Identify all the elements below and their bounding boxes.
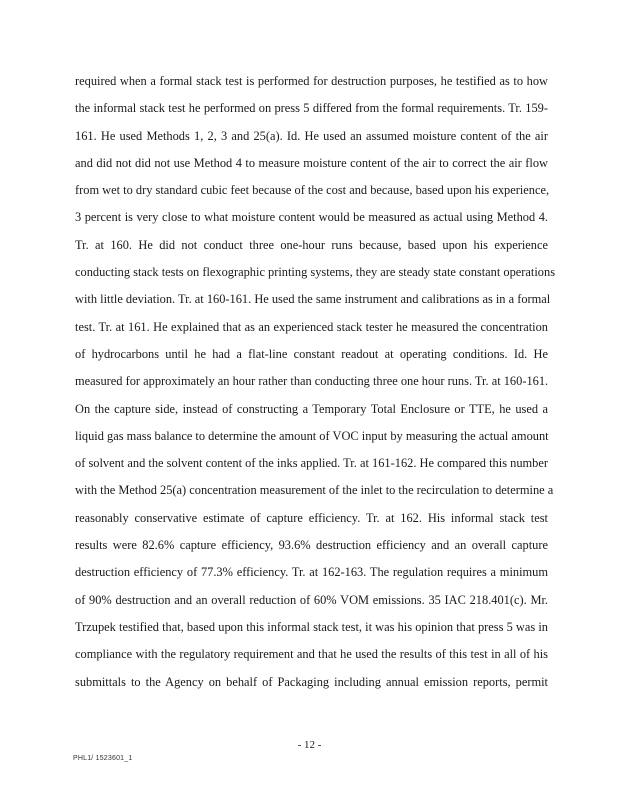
text-line: Tr. at 160. He did not conduct three one-hour runs because, based upon his experience [75, 237, 548, 252]
text-line: On the capture side, instead of constructing a Temporary Total Enclosure or TTE, he used a [75, 401, 548, 416]
text-line: and did not did not use Method 4 to measure moisture content of the air to correct the air flow [75, 155, 548, 170]
text-line: with little deviation. Tr. at 160-161. He used the same instrument and calibrations as in a formal [75, 292, 551, 307]
text-line: from wet to dry standard cubic feet because of the cost and because, based upon his experience, [75, 183, 550, 198]
text-line: of hydrocarbons until he had a flat-line constant readout at operating conditions. Id. He [75, 346, 548, 361]
text-line: with the Method 25(a) concentration measurement of the inlet to the recirculation to determine a [75, 483, 554, 498]
text-line: reasonably conservative estimate of capture efficiency. Tr. at 162. His informal stack test [75, 510, 548, 525]
document-id: PHL1/ 1523601_1 [73, 755, 133, 762]
text-line: the informal stack test he performed on press 5 differed from the formal requirements. Tr. 159- [75, 101, 548, 116]
text-line: of solvent and the solvent content of the inks applied. Tr. at 161-162. He compared this number [75, 456, 548, 471]
text-line: Trzupek testified that, based upon this informal stack test, it was his opinion that press 5 was in [75, 619, 548, 634]
text-line: measured for approximately an hour rather than conducting three one hour runs. Tr. at 160-161. [75, 374, 549, 389]
text-line: required when a formal stack test is performed for destruction purposes, he testified as to how [75, 74, 548, 88]
text-line: 3 percent is very close to what moisture content would be measured as actual using Method 4. [75, 210, 548, 225]
body-text [75, 72, 556, 700]
text-line: conducting stack tests on flexographic printing systems, they are steady state constant operations [75, 265, 556, 280]
text-line: 161. He used Methods 1, 2, 3 and 25(a). Id. He used an assumed moisture content of the air [75, 128, 548, 143]
text-line: submittals to the Agency on behalf of Packaging including annual emission reports, permit [75, 674, 548, 689]
text-line: liquid gas mass balance to determine the amount of VOC input by measuring the actual amount [75, 428, 549, 443]
text-line: of 90% destruction and an overall reduction of 60% VOM emissions. 35 IAC 218.401(c). Mr. [75, 592, 548, 607]
text-line: destruction efficiency of 77.3% efficiency. Tr. at 162-163. The regulation requires a minimum [75, 565, 548, 580]
text-line: results were 82.6% capture efficiency, 93.6% destruction efficiency and an overall capture [75, 538, 548, 553]
text-line: compliance with the regulatory requirement and that he used the results of this test in all of his [75, 647, 548, 662]
text-line: test. Tr. at 161. He explained that as an experienced stack tester he measured the concentration [75, 319, 548, 334]
page-number: - 12 - [297, 739, 322, 751]
